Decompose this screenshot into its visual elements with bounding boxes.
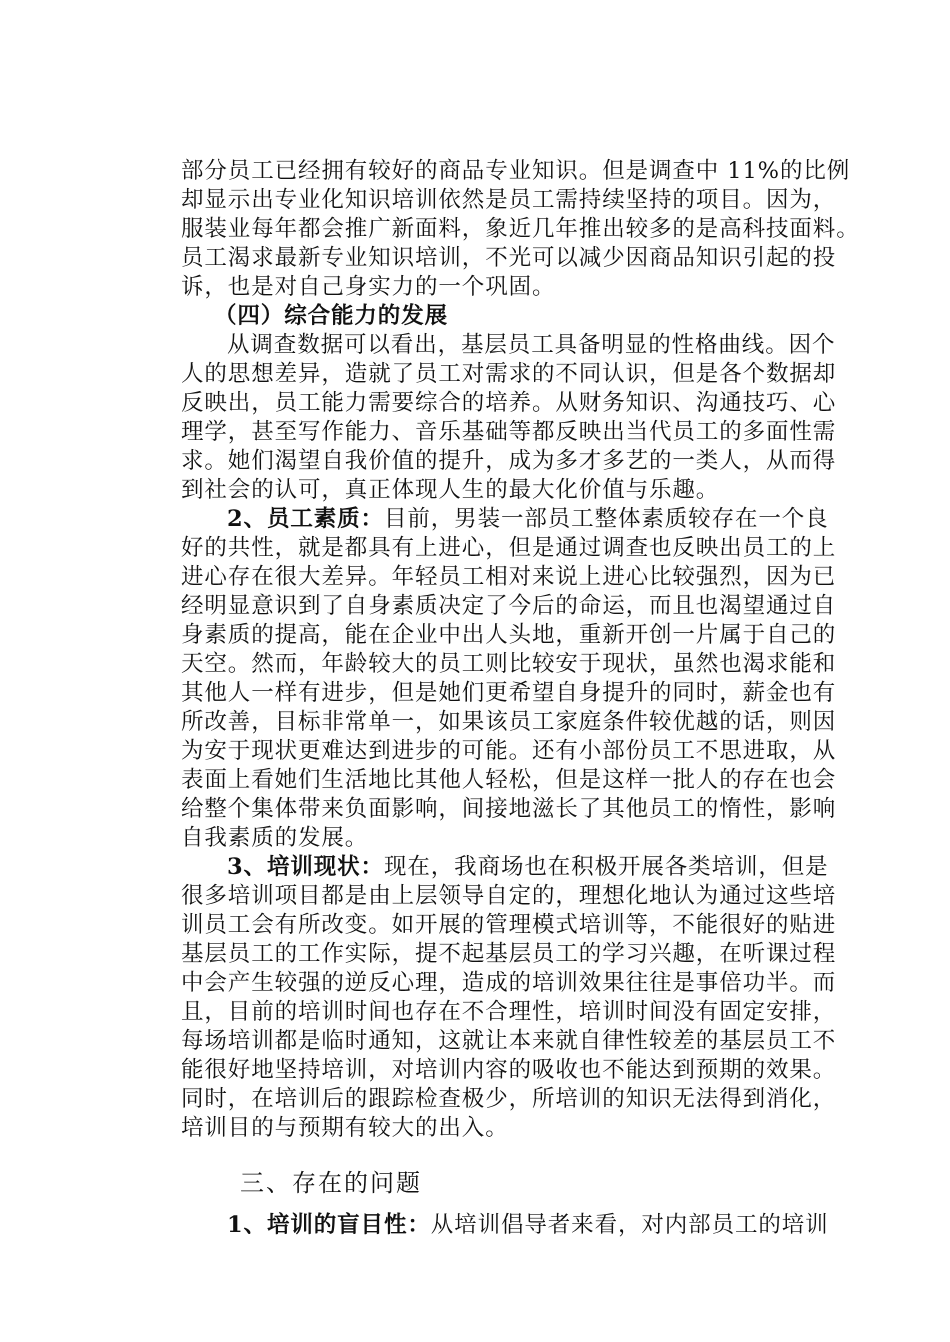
paragraph-4-line-10: 培训目的与预期有较大的出入。 bbox=[181, 1115, 509, 1141]
paragraph-1-line-3: 服装业每年都会推广新面料，象近几年推出较多的是高科技面料。 bbox=[181, 216, 860, 242]
paragraph-4-line-9: 同时，在培训后的跟踪检查极少，所培训的知识无法得到消化， bbox=[181, 1086, 837, 1112]
paragraph-3-first-line: 目前，男装一部员工整体素质较存在一个良 bbox=[383, 506, 829, 532]
paragraph-4-line-1 bbox=[227, 853, 829, 882]
paragraph-2-line-3: 反映出，员工能力需要综合的培养。从财务知识、沟通技巧、心 bbox=[181, 390, 837, 416]
section-4-heading: （四）综合能力的发展 bbox=[214, 303, 449, 329]
paragraph-3-line-6: 天空。然而，年龄较大的员工则比较安于现状，虽然也渴求能和 bbox=[181, 651, 837, 677]
paragraph-3-line-12: 自我素质的发展。 bbox=[181, 825, 369, 851]
paragraph-1-line-2: 却显示出专业化知识培训依然是员工需持续坚持的项目。因为， bbox=[181, 187, 837, 213]
paragraph-3-line-8: 所改善，目标非常单一，如果该员工家庭条件较优越的话，则因 bbox=[181, 709, 837, 735]
paragraph-4-line-3: 训员工会有所改变。如开展的管理模式培训等，不能很好的贴进 bbox=[181, 912, 837, 938]
section-3-heading: 三、存在的问题 bbox=[240, 1169, 422, 1197]
paragraph-3-lead: 2、员工素质： bbox=[227, 506, 384, 532]
paragraph-4-line-6: 且，目前的培训时间也存在不合理性，培训时间没有固定安排， bbox=[181, 999, 837, 1025]
paragraph-3-line-2: 好的共性，就是都具有上进心，但是通过调查也反映出员工的上 bbox=[181, 535, 837, 561]
paragraph-4-line-5: 中会产生较强的逆反心理，造成的培训效果往往是事倍功半。而 bbox=[181, 970, 837, 996]
paragraph-5-line-1 bbox=[227, 1211, 829, 1240]
paragraph-2-line-1: 从调查数据可以看出，基层员工具备明显的性格曲线。因个 bbox=[227, 332, 836, 358]
paragraph-4-first-line: 现在，我商场也在积极开展各类培训，但是 bbox=[383, 854, 829, 880]
paragraph-4-line-2: 很多培训项目都是由上层领导自定的，理想化地认为通过这些培 bbox=[181, 883, 837, 909]
paragraph-2-line-6: 到社会的认可，真正体现人生的最大化价值与乐趣。 bbox=[181, 477, 720, 503]
paragraph-4-line-4: 基层员工的工作实际，提不起基层员工的学习兴趣，在听课过程 bbox=[181, 941, 837, 967]
paragraph-2-line-4: 理学，甚至写作能力、音乐基础等都反映出当代员工的多面性需 bbox=[181, 419, 837, 445]
paragraph-3-line-5: 身素质的提高，能在企业中出人头地，重新开创一片属于自己的 bbox=[181, 622, 837, 648]
paragraph-3-line-1 bbox=[227, 505, 829, 534]
paragraph-1-line-5: 诉，也是对自己身实力的一个巩固。 bbox=[181, 274, 556, 300]
paragraph-2-line-5: 求。她们渴望自我价值的提升，成为多才多艺的一类人，从而得 bbox=[181, 448, 837, 474]
paragraph-2-line-2: 人的思想差异，造就了员工对需求的不同认识，但是各个数据却 bbox=[181, 361, 837, 387]
paragraph-3-line-7: 其他人一样有进步，但是她们更希望自身提升的同时，薪金也有 bbox=[181, 680, 837, 706]
paragraph-1-line-4: 员工渴求最新专业知识培训，不光可以减少因商品知识引起的投 bbox=[181, 245, 837, 271]
paragraph-3-line-4: 经明显意识到了自身素质决定了今后的命运，而且也渴望通过自 bbox=[181, 593, 837, 619]
paragraph-4-line-7: 每场培训都是临时通知，这就让本来就自律性较差的基层员工不 bbox=[181, 1028, 837, 1054]
paragraph-3-line-3: 进心存在很大差异。年轻员工相对来说上进心比较强烈，因为已 bbox=[181, 564, 837, 590]
paragraph-4-lead: 3、培训现状： bbox=[227, 854, 384, 880]
paragraph-3-line-11: 给整个集体带来负面影响，间接地滋长了其他员工的惰性，影响 bbox=[181, 796, 837, 822]
paragraph-1-line-1: 部分员工已经拥有较好的商品专业知识。但是调查中 11%的比例 bbox=[181, 158, 851, 184]
paragraph-4-line-8: 能很好地坚持培训，对培训内容的吸收也不能达到预期的效果。 bbox=[181, 1057, 837, 1083]
paragraph-3-line-9: 为安于现状更难达到进步的可能。还有小部份员工不思进取，从 bbox=[181, 738, 837, 764]
paragraph-3-line-10: 表面上看她们生活地比其他人轻松，但是这样一批人的存在也会 bbox=[181, 767, 837, 793]
paragraph-5-lead: 1、培训的盲目性： bbox=[227, 1212, 431, 1238]
paragraph-5-first-line: 从培训倡导者来看，对内部员工的培训 bbox=[430, 1212, 829, 1238]
